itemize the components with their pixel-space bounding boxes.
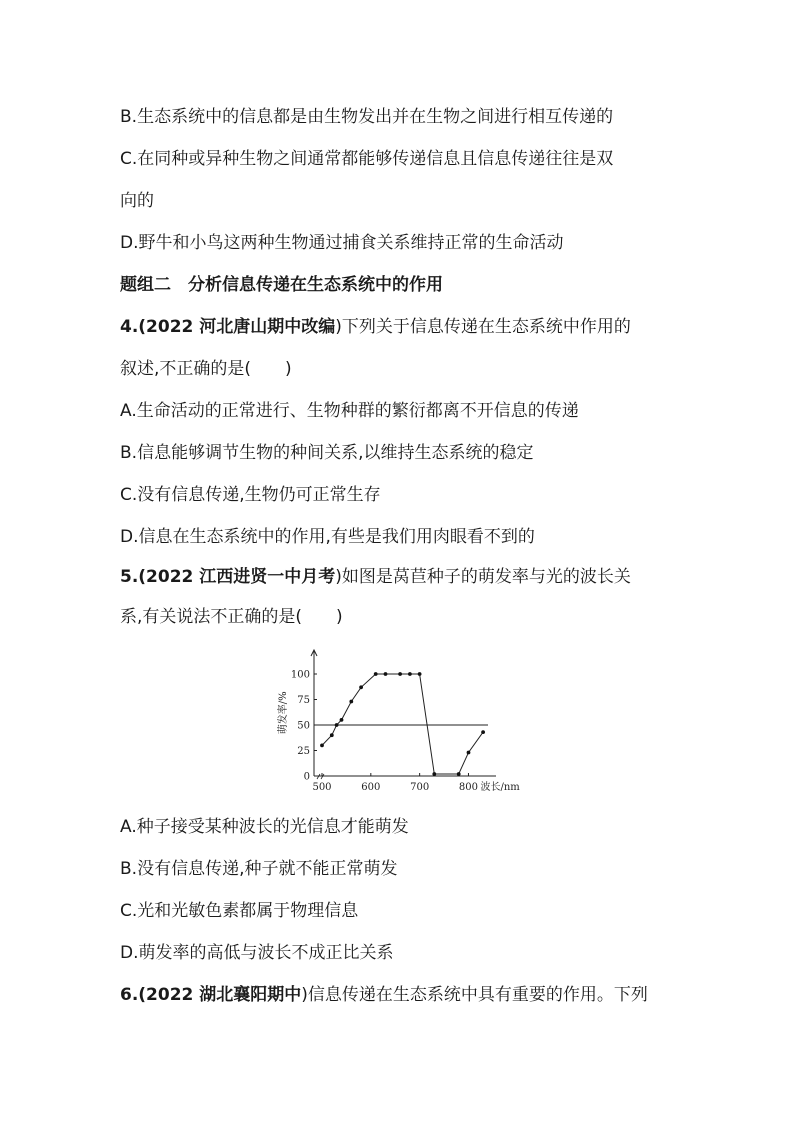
data-point (432, 772, 436, 776)
data-point (330, 733, 334, 737)
y-tick-label: 75 (297, 695, 310, 706)
q4-stem-text-2: 叙述,不正确的是( (120, 359, 252, 379)
data-point (340, 718, 344, 722)
x-tick-label: 800 (458, 782, 479, 793)
option-c-prev: C.在同种或异种生物之间通常都能够传递信息且信息传递往往是双 (120, 149, 614, 169)
q5-stem-text-2: 系,有关说法不正确的是( (120, 607, 303, 627)
data-point (335, 723, 339, 727)
q5-number: 5.(2022 (120, 567, 200, 587)
data-point (467, 751, 471, 755)
q4-option-c: C.没有信息传递,生物仍可正常生存 (120, 485, 381, 505)
data-point (457, 772, 461, 776)
y-tick-label: 0 (303, 771, 310, 783)
q4-option-a: A.生命活动的正常进行、生物种群的繁衍都离不开信息的传递 (120, 401, 579, 421)
data-point (384, 672, 388, 676)
q5-stem (120, 566, 631, 588)
chart-marks (320, 672, 485, 776)
q4-option-b: B.信息能够调节生物的种间关系,以维持生态系统的稳定 (120, 443, 534, 463)
y-tick-label: 100 (290, 669, 310, 681)
q5-option-d: D.萌发率的高低与波长不成正比关系 (120, 943, 394, 963)
x-axis-label: 波长/nm (480, 782, 520, 793)
x-tick-label: 500 (312, 782, 332, 793)
q4-source: 河北唐山期中改编 (199, 317, 336, 337)
q4-option-d: D.信息在生态系统中的作用,有些是我们用肉眼看不到的 (120, 527, 535, 547)
q5-stem-cont (120, 606, 343, 628)
y-tick-label: 50 (297, 720, 310, 732)
data-line (322, 674, 483, 774)
x-tick-label: 600 (361, 782, 381, 793)
q6-stem-text: )信息传递在生态系统中具有重要的作用。下列 (301, 985, 648, 1005)
q5-close-paren: ) (336, 607, 343, 627)
option-c-prev-cont: 向的 (120, 191, 154, 211)
q4-close-paren: ) (285, 359, 292, 379)
chart-axes (276, 650, 520, 793)
data-point (374, 672, 378, 676)
y-tick-label: 25 (297, 746, 310, 757)
data-point (349, 700, 353, 704)
germination-chart (270, 640, 530, 800)
x-tick-label: 700 (410, 782, 430, 793)
q4-stem-cont (120, 358, 292, 380)
data-point (398, 672, 402, 676)
q4-stem (120, 316, 631, 338)
data-point (320, 744, 324, 748)
option-d-prev: D.野牛和小鸟这两种生物通过捕食关系维持正常的生命活动 (120, 233, 564, 253)
group-title: 题组二 分析信息传递在生态系统中的作用 (120, 275, 443, 295)
q4-stem-text: )下列关于信息传递在生态系统中作用的 (335, 317, 631, 337)
q6-stem (120, 984, 648, 1006)
q6-number: 6.(2022 (120, 985, 200, 1005)
data-point (481, 730, 485, 734)
data-point (359, 685, 363, 689)
q5-source: 江西进贤一中月考 (199, 567, 336, 587)
y-axis-label: 萌发率/% (278, 691, 289, 735)
q4-number: 4.(2022 (120, 317, 200, 337)
data-point (408, 672, 412, 676)
q5-option-c: C.光和光敏色素都属于物理信息 (120, 901, 359, 921)
option-b-prev: B.生态系统中的信息都是由生物发出并在生物之间进行相互传递的 (120, 107, 614, 127)
q5-option-b: B.没有信息传递,种子就不能正常萌发 (120, 859, 398, 879)
data-point (418, 672, 422, 676)
q5-stem-text: )如图是莴苣种子的萌发率与光的波长关 (335, 567, 631, 587)
q5-option-a: A.种子接受某种波长的光信息才能萌发 (120, 817, 409, 837)
q6-source: 湖北襄阳期中 (199, 985, 302, 1005)
